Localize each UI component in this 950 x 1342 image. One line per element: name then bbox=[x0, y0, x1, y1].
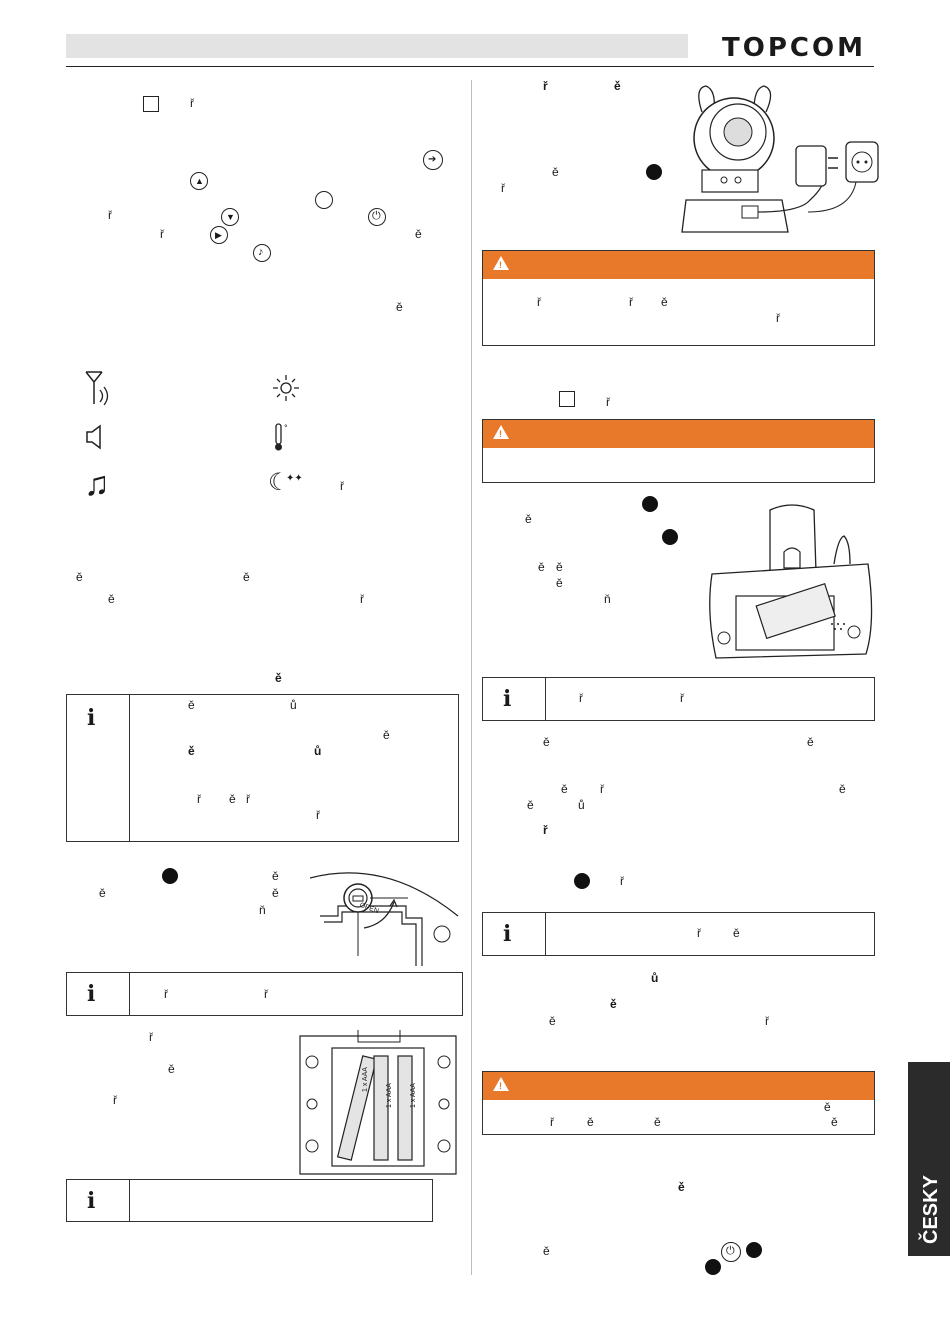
warning-box bbox=[482, 419, 875, 483]
power-button-icon: ⏻ bbox=[368, 208, 386, 226]
note-text: ř bbox=[579, 691, 583, 705]
text-fragment: ě bbox=[108, 592, 115, 606]
section-heading: ř bbox=[543, 79, 548, 93]
section-heading: ů bbox=[651, 971, 659, 985]
camera-adapter-illustration bbox=[680, 82, 880, 236]
note-text: ř bbox=[697, 926, 701, 940]
text-fragment: ř bbox=[113, 1093, 117, 1107]
text-fragment: ř bbox=[149, 1030, 153, 1044]
text-fragment: ě bbox=[549, 1014, 556, 1028]
info-note-box bbox=[66, 1179, 433, 1222]
text-fragment: ř bbox=[108, 208, 112, 222]
section-heading: ě bbox=[614, 79, 621, 93]
info-icon-cell bbox=[483, 913, 546, 955]
text-fragment: ř bbox=[606, 395, 610, 409]
section-heading: ř bbox=[543, 823, 548, 837]
info-icon: i bbox=[87, 705, 96, 731]
language-tab bbox=[908, 1062, 950, 1256]
text-fragment: ě bbox=[561, 782, 568, 796]
text-fragment: ě bbox=[552, 165, 559, 179]
text-fragment: ě bbox=[839, 782, 846, 796]
text-fragment: ě bbox=[556, 560, 563, 574]
info-icon-cell bbox=[483, 678, 546, 720]
battery-compartment-illustration bbox=[296, 1026, 460, 1178]
checkbox-symbol bbox=[143, 96, 159, 112]
callout-dot bbox=[162, 868, 178, 884]
header-rule bbox=[66, 66, 874, 67]
callout-dot bbox=[642, 496, 658, 512]
center-button-icon bbox=[315, 191, 333, 209]
parent-unit-battery-illustration bbox=[704, 502, 876, 664]
section-heading: ě bbox=[610, 997, 617, 1011]
note-text: ů bbox=[290, 698, 297, 712]
svg-text:°: ° bbox=[284, 424, 288, 432]
text-fragment: ř bbox=[160, 227, 164, 241]
stars-icon: ✦✦ bbox=[286, 473, 303, 484]
note-text: ř bbox=[246, 792, 250, 806]
info-icon-cell bbox=[67, 973, 130, 1015]
warning-text: ě bbox=[831, 1115, 838, 1129]
language-tab-label: ČESKY bbox=[920, 1175, 942, 1244]
note-text: ř bbox=[680, 691, 684, 705]
header-bar bbox=[66, 34, 688, 58]
warning-text: ř bbox=[629, 295, 633, 309]
text-fragment: ě bbox=[272, 886, 279, 900]
thermometer-icon bbox=[271, 422, 291, 452]
text-fragment: ě bbox=[556, 576, 563, 590]
play-button-icon: ▶ bbox=[210, 226, 228, 244]
warning-header: ! bbox=[483, 251, 874, 279]
note-text: ě bbox=[229, 792, 236, 806]
warning-text: ě bbox=[824, 1100, 831, 1114]
note-text: ř bbox=[264, 987, 268, 1001]
brand-logo: TOPCOM bbox=[722, 33, 866, 63]
text-fragment: ř bbox=[190, 96, 194, 110]
text-fragment: ě bbox=[807, 735, 814, 749]
warning-text: ř bbox=[537, 295, 541, 309]
note-text: ě bbox=[188, 744, 195, 758]
section-heading: ě bbox=[275, 671, 282, 685]
callout-dot bbox=[574, 873, 590, 889]
info-note-box bbox=[482, 912, 875, 956]
warning-text: ě bbox=[661, 295, 668, 309]
warning-text: ě bbox=[654, 1115, 661, 1129]
text-fragment: ř bbox=[340, 479, 344, 493]
text-fragment: ř bbox=[360, 592, 364, 606]
warning-box bbox=[482, 250, 875, 346]
battery-cover-illustration bbox=[306, 866, 466, 970]
note-text: ů bbox=[314, 744, 322, 758]
warning-text: ř bbox=[776, 311, 780, 325]
text-fragment: ň bbox=[259, 903, 266, 917]
text-fragment: ě bbox=[543, 735, 550, 749]
info-icon: i bbox=[503, 686, 512, 712]
note-text: ř bbox=[316, 808, 320, 822]
info-icon-cell bbox=[67, 695, 130, 841]
text-fragment: ě bbox=[272, 869, 279, 883]
moon-stars-icon: ☾ bbox=[268, 469, 290, 496]
battery-label: 1 x AAA bbox=[386, 1083, 393, 1108]
info-note-box bbox=[66, 972, 463, 1016]
text-fragment: ě bbox=[76, 570, 83, 584]
note-text: ř bbox=[197, 792, 201, 806]
warning-text: ř bbox=[550, 1115, 554, 1129]
antenna-signal-icon bbox=[82, 370, 116, 406]
text-fragment: ř bbox=[620, 874, 624, 888]
text-fragment: ř bbox=[600, 782, 604, 796]
column-divider bbox=[471, 80, 472, 1275]
text-fragment: ě bbox=[243, 570, 250, 584]
note-text: ě bbox=[383, 728, 390, 742]
speaker-icon bbox=[85, 424, 107, 450]
text-fragment: ř bbox=[765, 1014, 769, 1028]
enter-button-icon: ➔ bbox=[423, 150, 443, 170]
note-text: ě bbox=[733, 926, 740, 940]
info-note-box bbox=[482, 677, 875, 721]
note-text: ě bbox=[188, 698, 195, 712]
callout-dot bbox=[746, 1242, 762, 1258]
down-button-icon: ▼ bbox=[221, 208, 239, 226]
music-note-icon: ♫ bbox=[84, 465, 110, 503]
warning-text: ě bbox=[587, 1115, 594, 1129]
info-icon: i bbox=[87, 1188, 96, 1214]
text-fragment: ě bbox=[538, 560, 545, 574]
text-fragment: ě bbox=[543, 1244, 550, 1258]
text-fragment: ř bbox=[501, 181, 505, 195]
open-label: OPEN bbox=[358, 901, 380, 916]
power-button-icon: ⏻ bbox=[721, 1242, 741, 1262]
battery-label: 1 x AAA bbox=[410, 1083, 417, 1108]
text-fragment: ě bbox=[99, 886, 106, 900]
info-icon: i bbox=[87, 981, 96, 1007]
up-button-icon: ▲ bbox=[190, 172, 208, 190]
text-fragment: ě bbox=[527, 798, 534, 812]
text-fragment: ň bbox=[604, 592, 611, 606]
info-icon-cell bbox=[67, 1180, 130, 1221]
battery-label: 1 x AAA bbox=[362, 1067, 369, 1092]
text-fragment: ě bbox=[168, 1062, 175, 1076]
lullaby-button-icon: ♪ bbox=[253, 244, 271, 262]
text-fragment: ě bbox=[525, 512, 532, 526]
callout-dot bbox=[646, 164, 662, 180]
note-text: ř bbox=[164, 987, 168, 1001]
light-icon bbox=[272, 374, 300, 402]
info-icon: i bbox=[503, 921, 512, 947]
text-fragment: ů bbox=[578, 798, 585, 812]
checkbox-symbol bbox=[559, 391, 575, 407]
section-heading: ě bbox=[678, 1180, 685, 1194]
text-fragment: ě bbox=[396, 300, 403, 314]
info-note-box bbox=[66, 694, 459, 842]
callout-dot bbox=[662, 529, 678, 545]
warning-box bbox=[482, 1071, 875, 1135]
text-fragment: ě bbox=[415, 227, 422, 241]
callout-dot bbox=[705, 1259, 721, 1275]
warning-header: ! bbox=[483, 420, 874, 448]
warning-header: ! bbox=[483, 1072, 874, 1100]
